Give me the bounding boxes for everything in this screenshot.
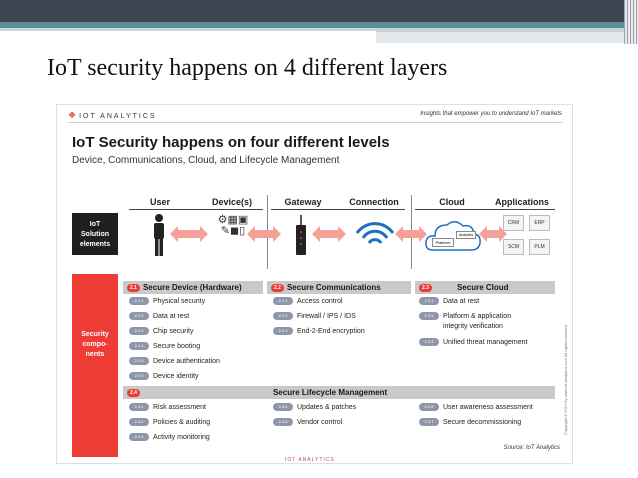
section-bar-secure-cloud: 2.3 Secure Cloud	[415, 281, 555, 294]
column-cloud: Cloud	[439, 197, 465, 207]
app-crm: CRM	[503, 215, 524, 231]
slide-title: IoT security happens on 4 different layers	[47, 55, 448, 81]
list-item: 2.4.5 Vendor control	[273, 418, 342, 427]
section-bar-secure-communications: 2.2 Secure Communications	[267, 281, 411, 294]
list-item: 2.1.2 Data at rest	[129, 312, 189, 321]
list-item: 2.1.3 Chip security	[129, 327, 193, 336]
list-item: 2.2.3 End-2-End encryption	[273, 327, 365, 336]
app-plm: PLM	[529, 239, 550, 255]
tagline: Insights that empower you to understand IoT markets	[420, 111, 562, 117]
platform-box: Platform	[432, 238, 454, 247]
list-item: 2.4.4 Updates & patches	[273, 403, 356, 412]
list-item: 2.3.3 Unified threat management	[419, 338, 527, 347]
list-item: 2.4.2 Policies & auditing	[129, 418, 210, 427]
footer-brand: IOT ANALYTICS	[285, 457, 335, 463]
column-underline	[415, 209, 555, 210]
infographic	[56, 104, 573, 464]
brand-logo: ❖ IOT ANALYTICS	[68, 110, 157, 120]
list-item: 2.1.4 Secure booting	[129, 342, 200, 351]
list-item: 2.1.6 Device identity	[129, 372, 199, 381]
list-item: 2.4.6 User awareness assessment	[419, 403, 533, 412]
list-item: 2.4.1 Risk assessment	[129, 403, 206, 412]
list-item: 2.2.2 Firewall / IPS / IDS	[273, 312, 356, 321]
brand-icon: ❖	[68, 110, 77, 120]
list-item: 2.3.1 Data at rest	[419, 297, 479, 306]
slide-header-bar	[0, 0, 638, 22]
list-item: 2.4.3 Activity monitoring	[129, 433, 210, 442]
infographic-heading: IoT Security happens on four different levels	[72, 134, 390, 151]
app-scm: SCM	[503, 239, 524, 255]
security-components-label: Security compo- nents	[72, 274, 118, 457]
list-item: 2.1.1 Physical security	[129, 297, 205, 306]
list-item: 2.2.1 Access control	[273, 297, 343, 306]
source-note: Source: IoT Analytics	[503, 445, 560, 451]
gateway-router-icon	[295, 215, 307, 255]
list-item: 2.4.7 Secure decommissioning	[419, 418, 521, 427]
arrow-connection-cloud	[402, 230, 420, 238]
column-gateway: Gateway	[284, 197, 322, 207]
list-item-continuation: integrity verification	[443, 323, 503, 330]
section-bar-secure-lifecycle: 2.4 Secure Lifecycle Management	[123, 386, 555, 399]
column-user: User	[149, 197, 170, 207]
arrow-device-gateway	[254, 230, 274, 238]
iot-solution-elements-label: IoT Solution elements	[72, 213, 118, 255]
column-connection: Connection	[349, 197, 399, 207]
arrow-gateway-connection	[319, 230, 339, 238]
arrow-user-device	[177, 230, 201, 238]
section-bar-secure-device: 2.1 Secure Device (Hardware)	[123, 281, 263, 294]
header-divider	[68, 122, 563, 123]
header-lines-decoration	[624, 0, 638, 44]
app-erp: ERP	[529, 215, 550, 231]
column-underline	[271, 209, 405, 210]
infographic-subheading: Device, Communications, Cloud, and Lifecycle Management	[72, 155, 340, 166]
list-item: 2.3.2 Platform & application	[419, 312, 511, 321]
list-item: 2.1.5 Device authentication	[129, 357, 220, 366]
column-devices: Device(s)	[211, 197, 253, 207]
column-underline	[129, 209, 263, 210]
wifi-icon	[353, 219, 397, 247]
devices-icon: ⚙▦▣ ✎◼▯	[217, 214, 249, 237]
arrow-cloud-apps	[486, 230, 500, 238]
user-icon	[151, 213, 167, 257]
header-accent-box	[376, 31, 624, 43]
column-applications: Applications	[494, 197, 549, 207]
analytics-box: Analytics	[456, 231, 476, 239]
copyright-note: Copyright © 2017 by www.iot-analytics.com All rights reserved	[563, 325, 568, 435]
